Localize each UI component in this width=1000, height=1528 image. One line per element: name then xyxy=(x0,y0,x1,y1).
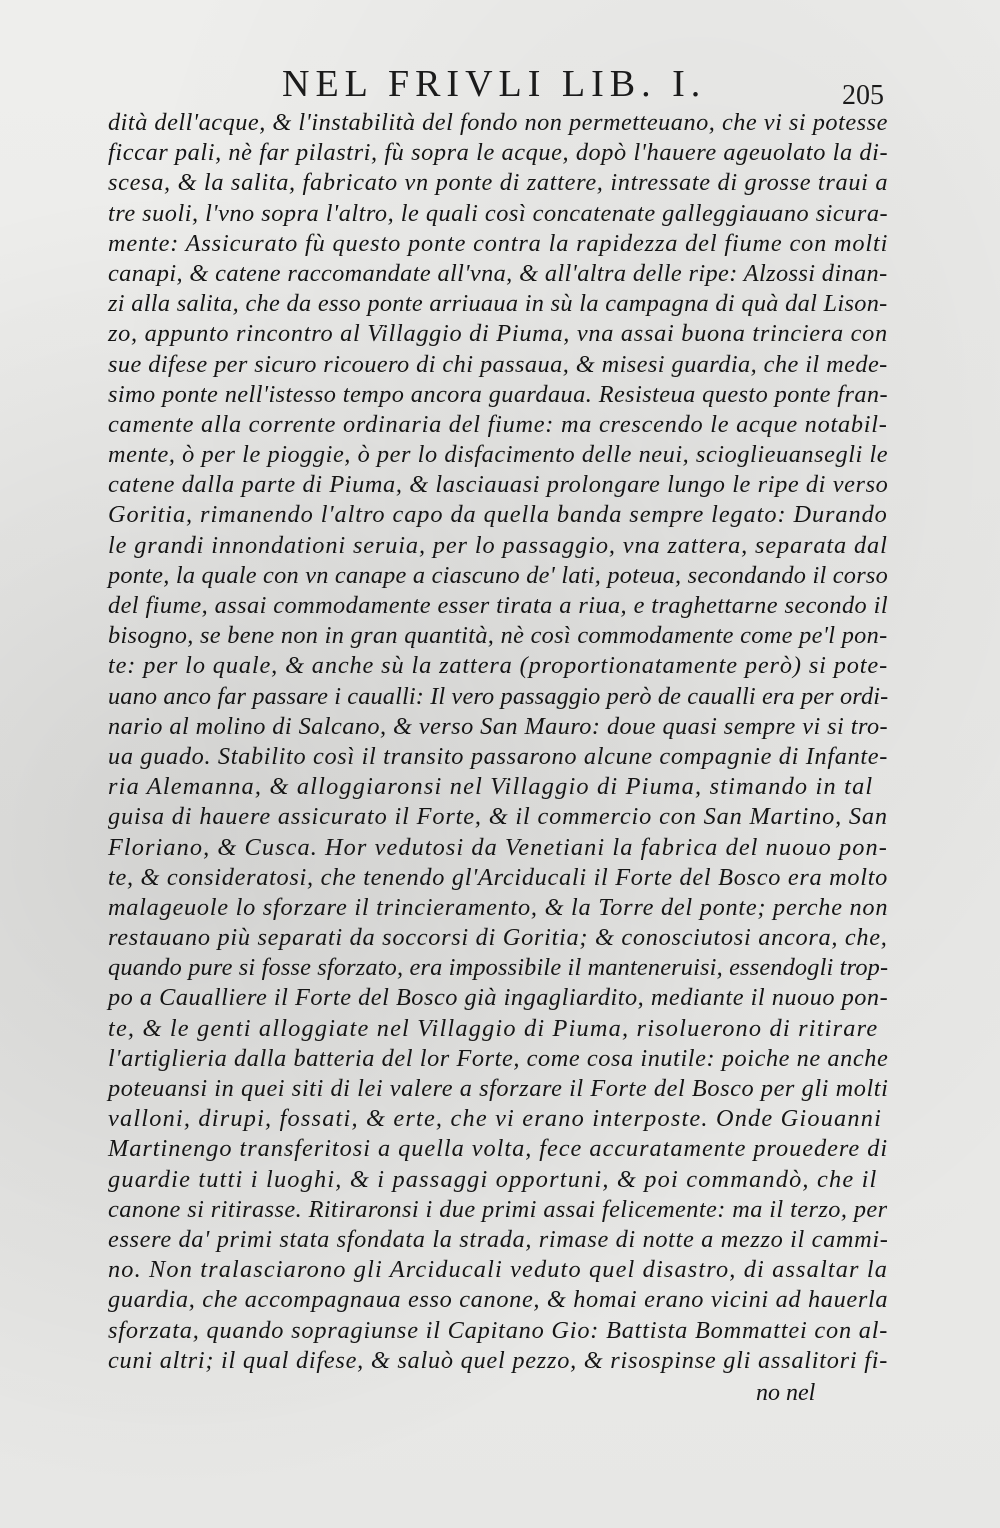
text-line: guisa di hauere assicurato il Forte, & il commercio con San Martino, San xyxy=(108,803,888,831)
page-header xyxy=(0,62,1000,112)
text-line: camente alla corrente ordinaria del fiume: ma crescendo le acque notabil- xyxy=(108,410,888,438)
text-line: Goritia, rimanendo l'altro capo da quella banda sempre legato: Durando xyxy=(108,501,888,529)
text-line: catene dalla parte di Piuma, & lasciauasi prolongare lungo le ripe di verso xyxy=(108,471,889,499)
text-line: l'artiglieria dalla batteria del lor Forte, come cosa inutile: poiche ne anche xyxy=(108,1044,889,1072)
text-line: no. Non tralasciarono gli Arciducali veduto quel disastro, di assaltar la xyxy=(108,1256,889,1284)
text-line: del fiume, assai commodamente esser tirata a riua, e traghettarne secondo il xyxy=(108,592,889,619)
text-line: poteuansi in quei siti di lei valere a sforzare il Forte del Bosco per gli molti xyxy=(108,1075,889,1102)
text-line: ficcar pali, nè far pilastri, fù sopra le acque, dopò l'hauere ageuolato la di- xyxy=(108,139,889,167)
text-line: ua guado. Stabilito così il transito passarono alcune compagnie di Infante- xyxy=(108,742,889,770)
text-line: restauano più separati da soccorsi di Goritia; & conosciutosi ancora, che, xyxy=(108,924,888,952)
text-line: sue difese per sicuro ricouero di chi passaua, & misesi guardia, che il mede- xyxy=(108,350,888,378)
text-line: simo ponte nell'istesso tempo ancora guardaua. Resisteua questo ponte fran- xyxy=(108,380,889,408)
text-line: Martinengo transferitosi a quella volta, fece accuratamente prouedere di xyxy=(108,1135,889,1163)
body-text xyxy=(108,108,888,1376)
text-line: sforzata, quando sopragiunse il Capitano Gio: Battista Bommattei con al- xyxy=(108,1316,889,1344)
text-line: zi alla salita, che da esso ponte arriuaua in sù la campagna di quà dal Lison- xyxy=(108,290,888,318)
running-head: NEL FRIVLI LIB. I. xyxy=(282,63,707,105)
text-line: valloni, dirupi, fossati, & erte, che vi erano interposte. Onde Giouanni xyxy=(108,1105,883,1133)
text-line: te: per lo quale, & anche sù la zattera (proportionatamente però) si pote- xyxy=(108,652,889,680)
text-line: mente: Assicurato fù questo ponte contra la rapidezza del fiume con molti xyxy=(108,229,889,257)
text-line: guardia, che accompagnaua esso canone, & homai erano vicini ad hauerla xyxy=(108,1286,889,1314)
text-line: scesa, & la salita, fabricato vn ponte di zattere, intressate di grosse traui a xyxy=(108,169,889,197)
text-line: po a Caualliere il Forte del Bosco già ingagliardito, mediante il nuouo pon- xyxy=(108,984,889,1012)
text-line: canapi, & catene raccomandate all'vna, & all'altra delle ripe: Alzossi dinan- xyxy=(108,259,888,287)
text-line: te, & consideratosi, che tenendo gl'Arciducali il Forte del Bosco era molto xyxy=(108,863,889,891)
catchword: no nel xyxy=(756,1380,816,1406)
text-line: le grandi innondationi seruia, per lo passaggio, vna zattera, separata dal xyxy=(108,531,888,559)
text-line: ria Alemanna, & alloggiaronsi nel Villaggio di Piuma, stimando in tal xyxy=(108,773,874,801)
text-line: ponte, la quale con vn canape a ciascuno de' lati, poteua, secondando il corso xyxy=(108,561,888,589)
text-line: nario al molino di Salcano, & verso San Mauro: doue quasi sempre vi si tro- xyxy=(108,712,889,740)
text-line: Floriano, & Cusca. Hor vedutosi da Venetiani la fabrica del nuouo pon- xyxy=(108,833,888,861)
page-number: 205 xyxy=(842,80,884,111)
text-line: quando pure si fosse sforzato, era impossibile il manteneruisi, essendogli trop- xyxy=(108,954,889,982)
text-line: mente, ò per le pioggie, ò per lo disfacimento delle neui, scioglieuansegli le xyxy=(108,441,889,469)
text-line: tre suoli, l'vno sopra l'altro, le quali così concatenate galleggiauano sicura- xyxy=(108,199,889,227)
text-line: zo, appunto rincontro al Villaggio di Piuma, vna assai buona trinciera con xyxy=(108,320,888,348)
text-line: uano anco far passare i caualli: Il vero passaggio però de caualli era per ordi- xyxy=(108,682,889,710)
text-line: te, & le genti alloggiate nel Villaggio di Piuma, risoluerono di ritirare xyxy=(108,1014,879,1042)
text-line: guardie tutti i luoghi, & i passaggi opportuni, & poi commandò, che il xyxy=(108,1165,878,1193)
text-line: dità dell'acque, & l'instabilità del fondo non permetteuano, che vi si potesse xyxy=(108,109,888,136)
text-line: canone si ritirasse. Ritiraronsi i due primi assai felicemente: ma il terzo, per xyxy=(108,1195,888,1223)
text-line: malageuole lo sforzare il trincieramento, & la Torre del ponte; perche non xyxy=(108,893,889,921)
text-line: essere da' primi stata sfondata la strada, rimase di notte a mezzo il cammi- xyxy=(108,1225,889,1253)
text-line: bisogno, se bene non in gran quantità, nè così commodamente come pe'l pon- xyxy=(108,622,888,650)
text-line: cuni altri; il qual difese, & saluò quel pezzo, & risospinse gli assalitori fi- xyxy=(108,1346,889,1374)
